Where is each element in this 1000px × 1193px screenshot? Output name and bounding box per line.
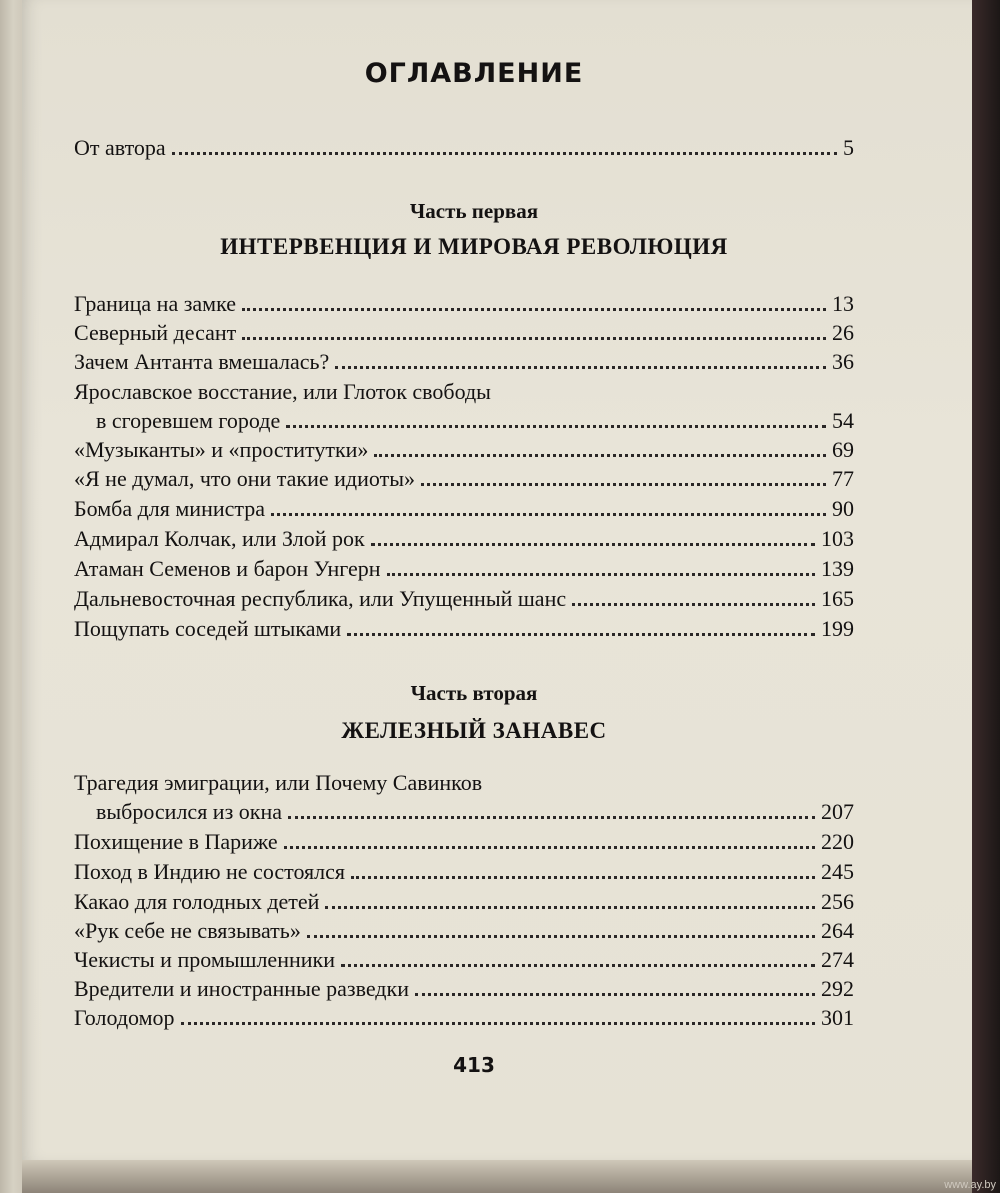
entry-page: 13 <box>832 291 854 316</box>
entry-page: 292 <box>821 976 854 1001</box>
toc-entry-intro <box>74 133 854 163</box>
dot-leader <box>421 482 826 486</box>
book-binding <box>0 0 22 1193</box>
entry-page: 245 <box>821 859 854 884</box>
toc-entry <box>74 916 854 946</box>
book-page <box>22 0 977 1160</box>
part-2-title: ЖЕЛЕЗНЫЙ ЗАНАВЕС <box>341 718 607 743</box>
entry-title: Адмирал Колчак, или Злой рок <box>74 526 365 551</box>
toc-content <box>74 0 874 1160</box>
dot-leader <box>371 542 815 546</box>
entry-page: 54 <box>832 408 854 433</box>
entry-title: Вредители и иностранные разведки <box>74 976 409 1001</box>
page-number: 413 <box>453 1053 495 1077</box>
toc-entry <box>74 435 854 465</box>
part-1-title: ИНТЕРВЕНЦИЯ И МИРОВАЯ РЕВОЛЮЦИЯ <box>220 234 728 259</box>
dot-leader <box>242 307 826 311</box>
toc-heading: ОГЛАВЛЕНИЕ <box>364 58 584 89</box>
entry-page: 256 <box>821 889 854 914</box>
toc-entry <box>74 614 854 644</box>
entry-page: 26 <box>832 320 854 345</box>
toc-entry <box>74 318 854 348</box>
entry-page: 69 <box>832 437 854 462</box>
entry-title-line1: Трагедия эмиграции, или Почему Савинков <box>74 770 483 795</box>
part-2-label: Часть вторая <box>410 681 538 705</box>
toc-entry <box>74 554 854 584</box>
entry-title: «Я не думал, что они такие идиоты» <box>74 466 415 491</box>
entry-page: 77 <box>832 466 854 491</box>
entry-title-line1: Ярославское восстание, или Глоток свободы <box>74 379 491 404</box>
watermark: www.ay.by <box>944 1179 996 1191</box>
entry-page: 274 <box>821 947 854 972</box>
dot-leader <box>341 963 815 967</box>
dot-leader <box>387 572 816 576</box>
toc-entry <box>74 974 854 1004</box>
entry-page: 264 <box>821 918 854 943</box>
dot-leader <box>181 1021 815 1025</box>
dot-leader <box>347 632 815 636</box>
toc-entry <box>74 584 854 614</box>
dot-leader <box>288 815 815 819</box>
dot-leader <box>351 875 815 879</box>
entry-title: Зачем Антанта вмешалась? <box>74 349 330 374</box>
entry-page: 199 <box>821 616 854 641</box>
entry-page: 220 <box>821 829 854 854</box>
entry-page: 165 <box>821 586 854 611</box>
entry-title: Дальневосточная республика, или Упущенный шанс <box>74 586 567 611</box>
part-1-label: Часть первая <box>409 199 539 223</box>
entry-page: 36 <box>832 349 854 374</box>
entry-title: выбросился из окна <box>96 799 283 824</box>
dot-leader <box>286 424 826 428</box>
entry-title: Какао для голодных детей <box>74 889 320 914</box>
entry-page: 207 <box>821 799 854 824</box>
dot-leader <box>242 336 826 340</box>
book-cover-edge <box>972 0 1000 1193</box>
entry-title: Похищение в Париже <box>74 829 278 854</box>
dot-leader <box>374 453 826 457</box>
entry-page: 90 <box>832 496 854 521</box>
toc-entry <box>74 945 854 975</box>
entry-title: Голодомор <box>74 1005 175 1030</box>
entry-title: «Музыканты» и «проститутки» <box>74 437 369 462</box>
toc-entry <box>74 289 854 319</box>
entry-title: Поход в Индию не состоялся <box>74 859 346 884</box>
entry-title: Чекисты и промышленники <box>74 947 335 972</box>
toc-entry <box>74 464 854 494</box>
dot-leader <box>325 905 815 909</box>
page-bottom-edge <box>22 1160 977 1193</box>
toc-entry <box>74 406 854 436</box>
entry-page: 5 <box>843 135 854 160</box>
entry-page: 139 <box>821 556 854 581</box>
dot-leader <box>415 992 815 996</box>
entry-title: Граница на замке <box>74 291 237 316</box>
entry-title: Пощупать соседей штыками <box>74 616 342 641</box>
entry-title: «Рук себе не связывать» <box>74 918 301 943</box>
toc-entry <box>74 1003 854 1033</box>
entry-title: в сгоревшем городе <box>96 408 281 433</box>
dot-leader <box>307 934 815 938</box>
toc-entry <box>74 827 854 857</box>
entry-title: От автора <box>74 135 166 160</box>
entry-title: Атаман Семенов и барон Унгерн <box>74 556 381 581</box>
toc-entry <box>74 857 854 887</box>
dot-leader <box>572 602 815 606</box>
entry-title: Северный десант <box>74 320 237 345</box>
toc-entry <box>74 524 854 554</box>
toc-entry <box>74 887 854 917</box>
dot-leader <box>172 151 837 155</box>
entry-page: 301 <box>821 1005 854 1030</box>
toc-entry <box>74 797 854 827</box>
dot-leader <box>335 365 826 369</box>
dot-leader <box>284 845 815 849</box>
entry-title: Бомба для министра <box>74 496 266 521</box>
toc-entry <box>74 494 854 524</box>
dot-leader <box>271 512 826 516</box>
toc-entry <box>74 347 854 377</box>
entry-page: 103 <box>821 526 854 551</box>
